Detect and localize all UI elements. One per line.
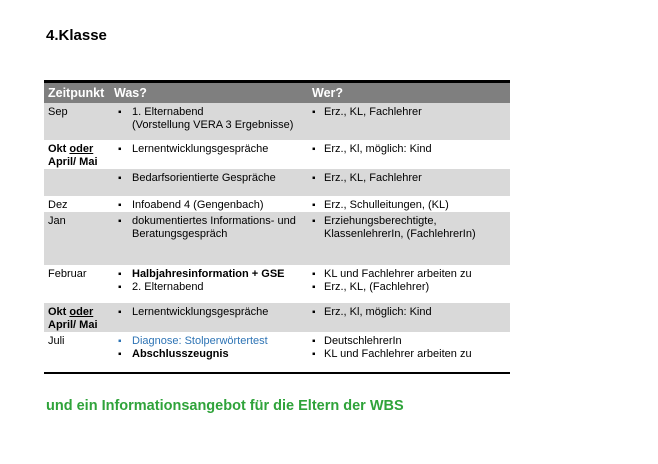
what-item: ▪ Halbjahresinformation + GSE (114, 268, 304, 281)
what-item: ▪ 2. Elternabend (114, 281, 304, 294)
what-item: ▪ Infoabend 4 (Gengenbach) (114, 199, 304, 212)
header-zeitpunkt: Zeitpunkt (44, 83, 110, 103)
what-item-diagnose: ▪ Diagnose: Stolperwörtertest (114, 335, 304, 348)
schedule-table (44, 80, 510, 374)
table-header-row (44, 83, 510, 103)
cell-who (308, 196, 510, 212)
what-item-continued: (Vorstellung VERA 3 Ergebnisse) (132, 119, 294, 131)
cell-who (308, 103, 510, 140)
what-item: ▪ Abschlusszeugnis (114, 348, 304, 361)
footer-note: und ein Informationsangebot für die Eltern der WBS (46, 398, 404, 414)
what-item: ▪ dokumentiertes Informations- und Beratungsgespräch (114, 215, 304, 241)
what-item: ▪ 1. Elternabend (114, 106, 304, 119)
who-item: ▪ KL und Fachlehrer arbeiten zu (312, 348, 506, 361)
cell-what (110, 265, 308, 303)
cell-what (110, 303, 308, 332)
cell-who (308, 140, 510, 169)
what-item: ▪ Bedarfsorientierte Gespräche (114, 172, 304, 185)
who-item: ▪ KL und Fachlehrer arbeiten zu (312, 268, 506, 281)
cell-when: Sep (44, 103, 110, 140)
cell-when: Dez (48, 199, 68, 211)
cell-what (110, 212, 308, 265)
cell-what (110, 140, 308, 169)
who-item: ▪ Erz., Kl, möglich: Kind (312, 143, 506, 156)
who-item: ▪ Erz., KL, Fachlehrer (312, 106, 506, 119)
header-was: Was? (110, 83, 308, 103)
page-title: 4.Klasse (46, 27, 107, 44)
who-item: ▪ Erz., Kl, möglich: Kind (312, 306, 506, 319)
table-row (44, 212, 510, 265)
table-row (44, 303, 510, 332)
table-row (44, 140, 510, 169)
who-item: ▪ Erz., Schulleitungen, (KL) (312, 199, 506, 212)
cell-when: Okt oder April/ Mai (44, 303, 110, 332)
cell-who (308, 212, 510, 265)
cell-who (308, 265, 510, 303)
cell-when (44, 169, 110, 196)
cell-when: Februar (48, 268, 87, 280)
header-wer: Wer? (308, 83, 510, 103)
cell-when: Okt oder April/ Mai (48, 143, 98, 168)
table-row (44, 332, 510, 372)
cell-what (110, 169, 308, 196)
who-item: ▪ Erz., KL, (Fachlehrer) (312, 281, 506, 294)
cell-when: Juli (48, 335, 65, 347)
who-item: ▪ DeutschlehrerIn (312, 335, 506, 348)
cell-who (308, 332, 510, 372)
what-item: ▪ Lernentwicklungsgespräche (114, 306, 304, 319)
table-bottom-rule (44, 372, 510, 374)
table-row (44, 196, 510, 212)
who-item: ▪ Erziehungsberechtigte, KlassenlehrerIn, (FachlehrerIn) (312, 215, 506, 241)
table-row (44, 169, 510, 196)
table-row (44, 103, 510, 140)
who-item: ▪ Erz., KL, Fachlehrer (312, 172, 506, 185)
cell-what (110, 196, 308, 212)
cell-what (110, 332, 308, 372)
table-row (44, 265, 510, 303)
cell-what (110, 103, 308, 140)
cell-who (308, 169, 510, 196)
cell-when: Jan (44, 212, 110, 265)
what-item: ▪ Lernentwicklungsgespräche (114, 143, 304, 156)
cell-who (308, 303, 510, 332)
